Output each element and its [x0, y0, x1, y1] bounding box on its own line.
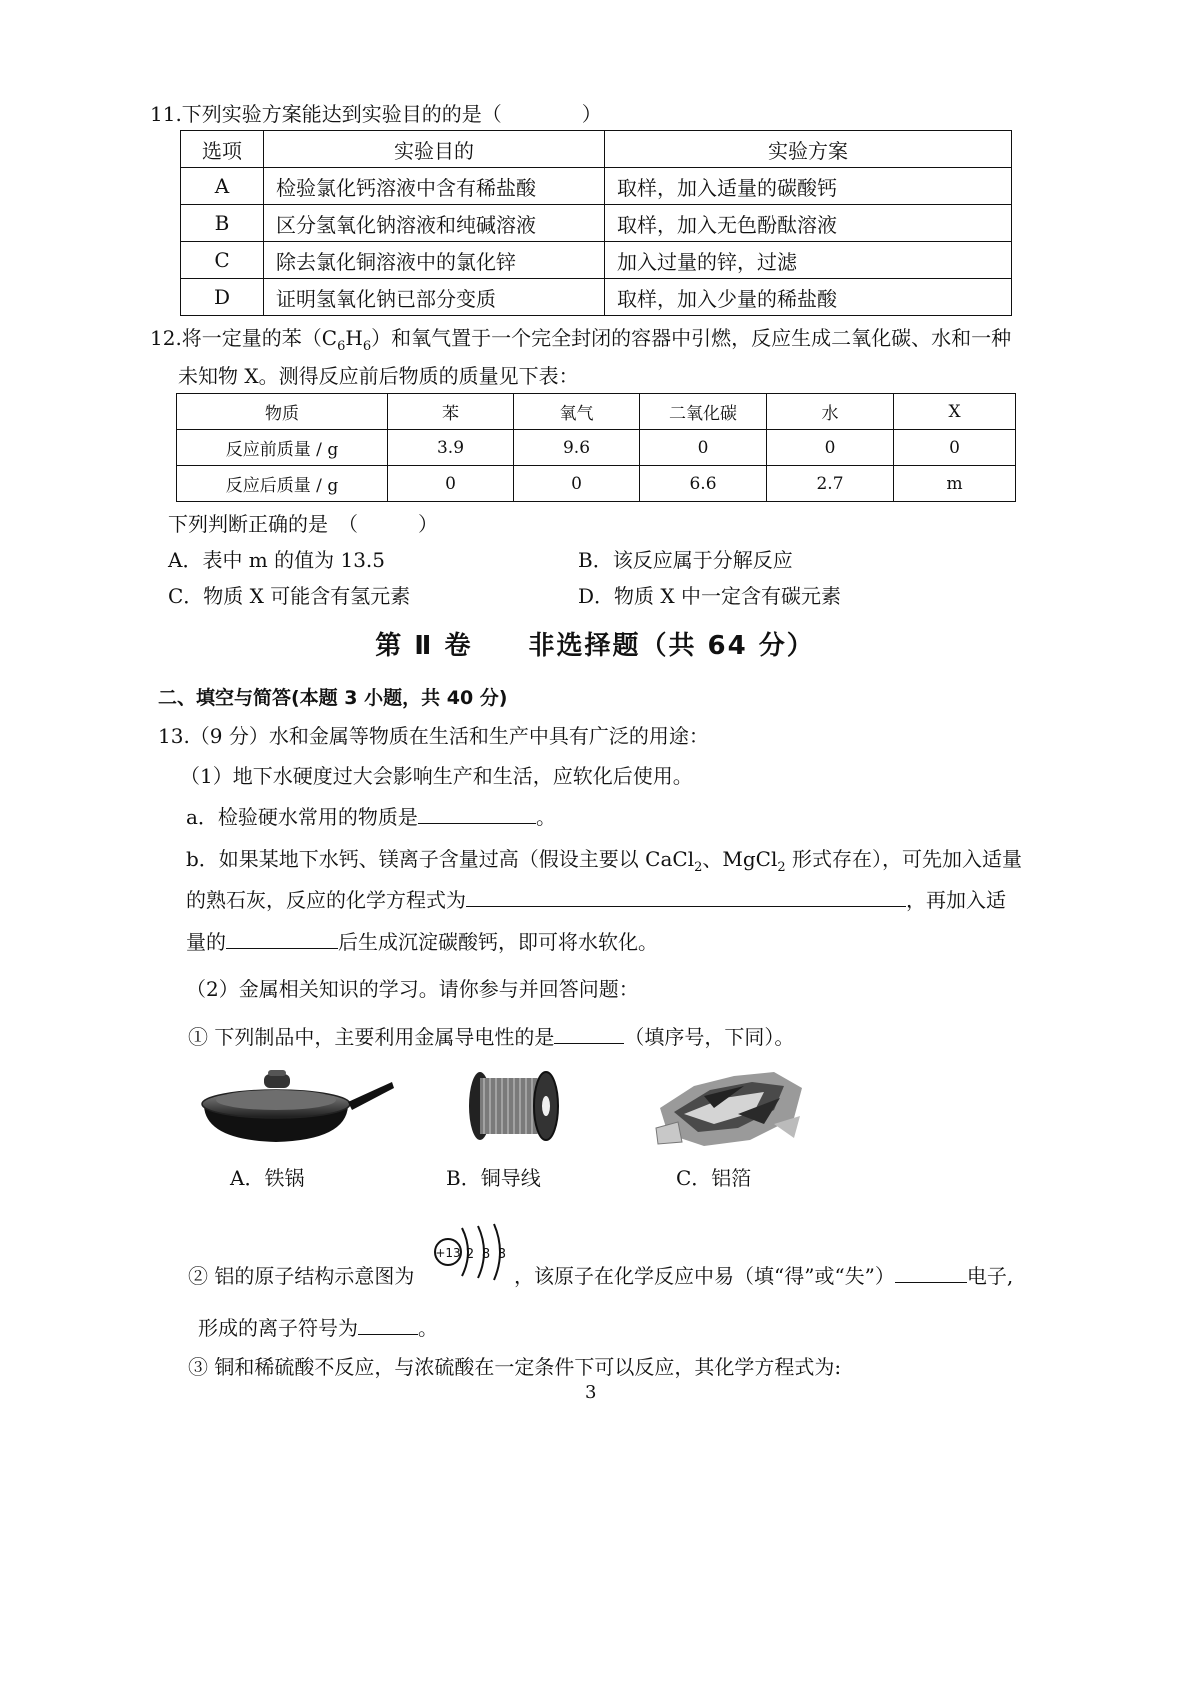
q12-stem-part: H — [345, 326, 363, 350]
q13-item1-text: （填序号，下同）。 — [624, 1025, 795, 1049]
q13-stem: 13.（9 分）水和金属等物质在生活和生产中具有广泛的用途： — [158, 724, 709, 748]
table-header: 水 — [767, 394, 894, 430]
table-cell: 检验氯化钙溶液中含有稀盐酸 — [264, 168, 605, 205]
q12-option-d: D．物质 X 中一定含有碳元素 — [578, 584, 841, 608]
q13-item2-text: ，该原子在化学反应中易（填“得”或“失”） — [514, 1264, 895, 1288]
atom-shell: 8 — [481, 1247, 491, 1262]
answer-blank[interactable] — [226, 930, 338, 949]
q12-option-b: B．该反应属于分解反应 — [578, 548, 793, 572]
q13-a-text: a．检验硬水常用的物质是 — [186, 805, 418, 829]
table-header: 实验目的 — [264, 131, 605, 168]
atom-shell: 2 — [465, 1247, 475, 1262]
table-cell: 0 — [640, 430, 767, 466]
table-cell: B — [181, 205, 264, 242]
wok-icon — [196, 1068, 394, 1144]
aluminum-atom-diagram-icon — [432, 1220, 512, 1284]
q12-stem — [150, 324, 1011, 361]
table-row — [177, 394, 1016, 430]
table-header: 物质 — [177, 394, 388, 430]
q11-stem: 11.下列实验方案能达到实验目的的是（ ） — [150, 102, 602, 126]
table-cell: 0 — [767, 430, 894, 466]
q12-stem-part: 12.将一定量的苯（C — [150, 326, 338, 350]
table-cell: 反应后质量 / g — [177, 466, 388, 502]
q13-b-text: 形式存在），可先加入适量 — [785, 847, 1022, 871]
q13-part1: （1）地下水硬度过大会影响生产和生活，应软化后使用。 — [180, 764, 693, 788]
q13-item2-text: 形成的离子符号为 — [198, 1316, 358, 1340]
table-header: 实验方案 — [605, 131, 1012, 168]
q11-table — [180, 130, 1012, 316]
q12-stem-line2: 未知物 X。测得反应前后物质的质量见下表： — [178, 364, 579, 388]
table-cell: 0 — [514, 466, 640, 502]
table-header: 选项 — [181, 131, 264, 168]
table-cell: 取样，加入适量的碳酸钙 — [605, 168, 1012, 205]
table-cell: 证明氢氧化钠已部分变质 — [264, 279, 605, 316]
q13-item2-text: 电子, — [966, 1264, 1014, 1288]
q13-item1 — [188, 1023, 794, 1051]
table-cell: 6.6 — [640, 466, 767, 502]
q13-b-line3 — [186, 928, 658, 956]
q12-table — [176, 393, 1016, 502]
table-cell: 区分氢氧化钠溶液和纯碱溶液 — [264, 205, 605, 242]
q13-item3: ③ 铜和稀硫酸不反应，与浓硫酸在一定条件下可以反应，其化学方程式为: — [188, 1355, 842, 1379]
answer-blank[interactable] — [358, 1316, 418, 1335]
aluminum-foil-icon — [654, 1068, 806, 1148]
table-header: 二氧化碳 — [640, 394, 767, 430]
answer-blank[interactable] — [466, 888, 906, 907]
table-cell: 3.9 — [388, 430, 514, 466]
caption-a: A．铁锅 — [230, 1166, 305, 1190]
atom-shell: 3 — [497, 1247, 507, 1262]
table-row — [181, 205, 1012, 242]
q13-b-line1 — [186, 845, 1022, 882]
table-cell: 取样，加入无色酚酞溶液 — [605, 205, 1012, 242]
table-cell: 0 — [388, 466, 514, 502]
q12-prompt: 下列判断正确的是 （ ） — [168, 512, 438, 536]
table-header: 氧气 — [514, 394, 640, 430]
table-cell: C — [181, 242, 264, 279]
copper-wire-spool-icon — [466, 1070, 560, 1142]
table-cell: 加入过量的锌，过滤 — [605, 242, 1012, 279]
table-cell: 0 — [894, 430, 1016, 466]
q13-b-line2 — [186, 886, 1006, 914]
table-row — [177, 466, 1016, 502]
table-row — [181, 279, 1012, 316]
table-cell: 取样，加入少量的稀盐酸 — [605, 279, 1012, 316]
caption-c: C．铝箔 — [676, 1166, 752, 1190]
q13-item2-post — [514, 1262, 1013, 1290]
q13-item2-text: 。 — [418, 1316, 438, 1340]
q12-option-c: C．物质 X 可能含有氢元素 — [168, 584, 411, 608]
q13-b-text: 的熟石灰，反应的化学方程式为 — [186, 888, 466, 912]
q13-subscript: 2 — [777, 860, 786, 875]
table-cell: 除去氯化铜溶液中的氯化锌 — [264, 242, 605, 279]
q12-subscript: 6 — [337, 339, 346, 354]
table-cell: D — [181, 279, 264, 316]
q13-b-text: 量的 — [186, 930, 226, 954]
table-cell: 2.7 — [767, 466, 894, 502]
q12-subscript: 6 — [362, 339, 372, 354]
q13-b-text: b．如果某地下水钙、镁离子含量过高（假设主要以 CaCl — [186, 847, 695, 871]
q13-part2: （2）金属相关知识的学习。请你参与并回答问题： — [186, 977, 639, 1001]
atom-nucleus: +13 — [435, 1246, 461, 1260]
caption-b: B．铜导线 — [446, 1166, 541, 1190]
table-row — [181, 131, 1012, 168]
q13-item1-text: ① 下列制品中，主要利用金属导电性的是 — [188, 1025, 555, 1049]
table-row — [181, 168, 1012, 205]
table-cell: A — [181, 168, 264, 205]
answer-blank[interactable] — [418, 805, 536, 824]
table-cell: m — [894, 466, 1016, 502]
table-cell: 反应前质量 / g — [177, 430, 388, 466]
q13-item2-pre: ② 铝的原子结构示意图为 — [188, 1264, 415, 1288]
q13-a-end: 。 — [535, 805, 556, 829]
answer-blank[interactable] — [895, 1264, 967, 1283]
table-row — [177, 430, 1016, 466]
part2-title: 第 Ⅱ 卷 非选择题（共 64 分） — [375, 631, 815, 661]
q13-item2-line2 — [198, 1314, 438, 1342]
table-cell: 9.6 — [514, 430, 640, 466]
q13-b-text: 后生成沉淀碳酸钙，即可将水软化。 — [338, 930, 658, 954]
table-header: 苯 — [388, 394, 514, 430]
q13-a — [186, 803, 556, 831]
q13-subscript: 2 — [694, 860, 703, 875]
answer-blank[interactable] — [554, 1025, 624, 1044]
table-header: X — [894, 394, 1016, 430]
q13-b-text: 、MgCl — [702, 847, 778, 871]
section-heading: 二、填空与简答(本题 3 小题，共 40 分) — [158, 687, 508, 709]
q12-stem-part: ）和氧气置于一个完全封闭的容器中引燃，反应生成二氧化碳、水和一种 — [371, 326, 1012, 350]
q13-b-text: ，再加入适 — [906, 888, 1006, 912]
q12-option-a: A．表中 m 的值为 13.5 — [168, 548, 386, 572]
page-number: 3 — [585, 1382, 597, 1403]
table-row — [181, 242, 1012, 279]
